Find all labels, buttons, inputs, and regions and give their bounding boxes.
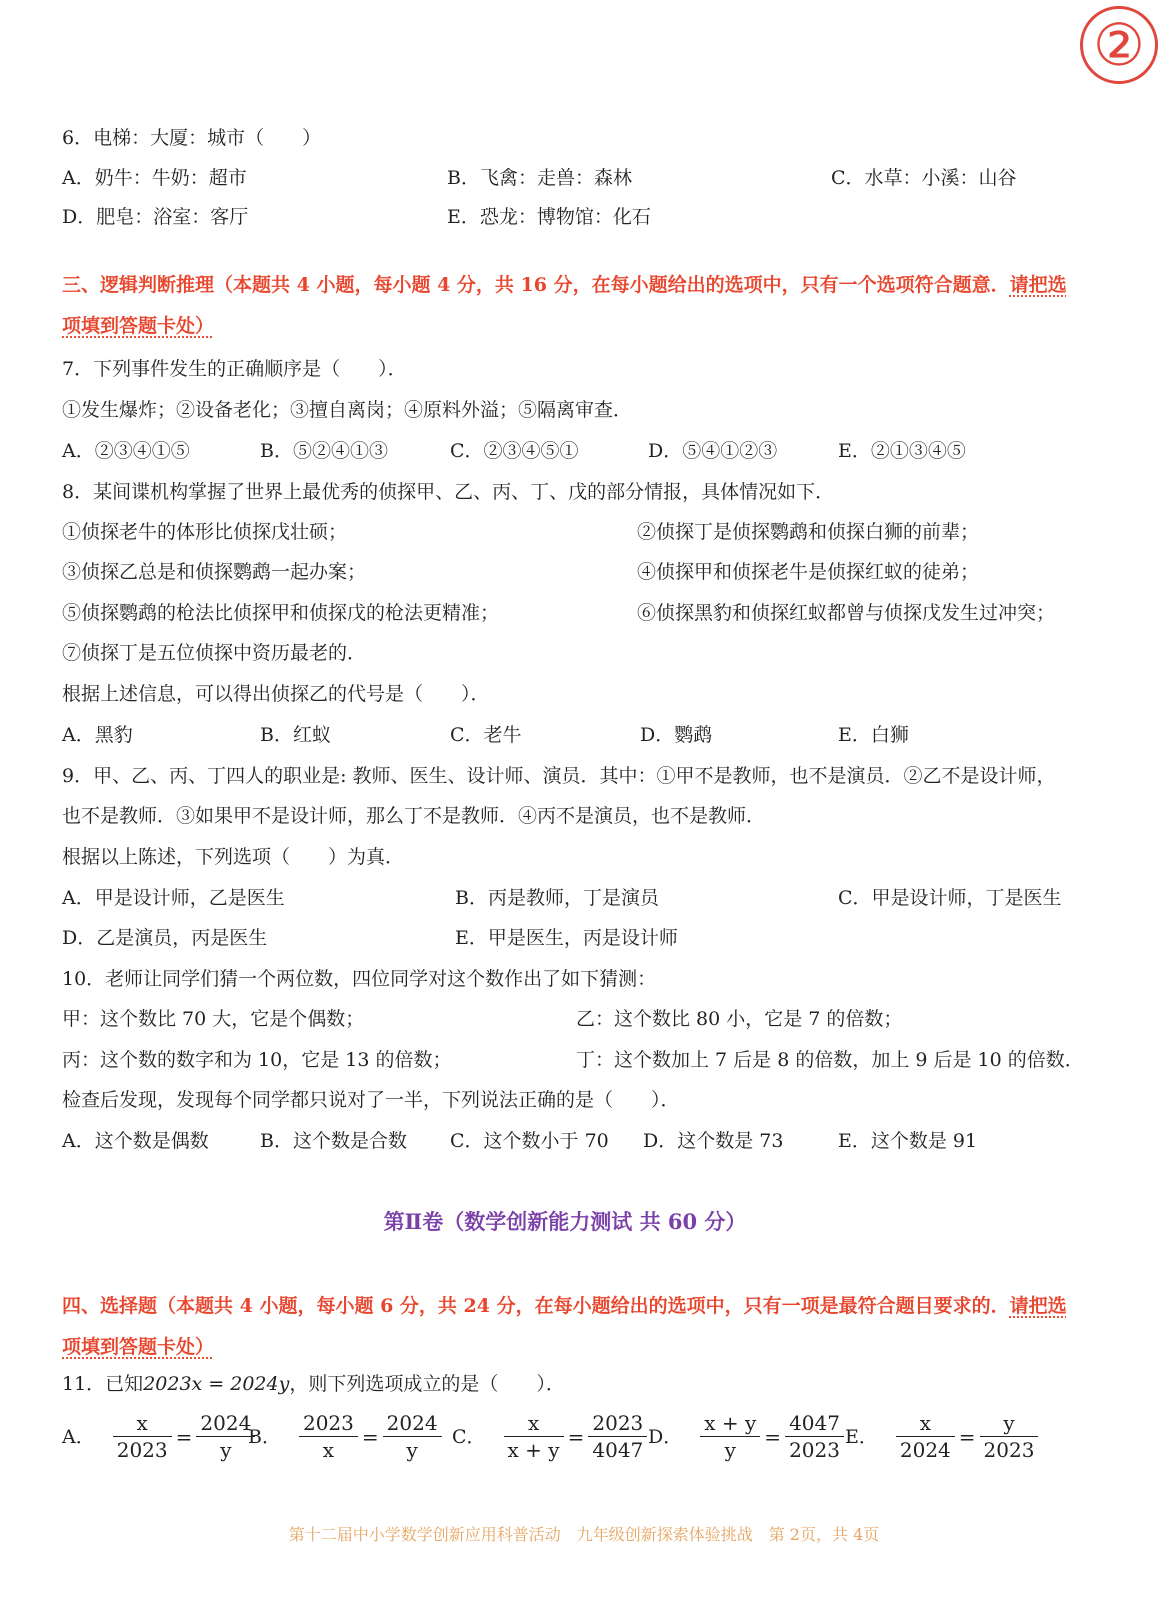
q9-stem-line1: 9．甲、乙、丙、丁四人的职业是: 教师、医生、设计师、演员．其中：①甲不是教师，也不是演员．②乙不是设计师， [62,765,1056,787]
q7-option-b: B．⑤②④①③ [260,440,388,462]
q11-option-c: C． $\frac{x}{x + y}$ = $\frac{2023}{4047}$ [452,1410,647,1463]
q10-option-b: B．这个数是合数 [260,1130,407,1152]
q10-stem: 10．老师让同学们猜一个两位数，四位同学对这个数作出了如下猜测： [62,968,657,990]
q8-option-c: C．老牛 [450,724,522,746]
q8-question: 根据上述信息，可以得出侦探乙的代号是（ ）． [62,683,490,705]
q6-option-a: A．奶牛：牛奶：超市 [62,167,247,189]
q9-stem-line2: 也不是教师．③如果甲不是设计师，那么丁不是教师．④丙不是演员，也不是教师． [62,805,766,827]
q10-option-c: C．这个数小于 70 [450,1130,609,1152]
q6-option-b: B．飞禽：走兽：森林 [447,167,632,189]
q8-clue-1: ①侦探老牛的体形比侦探戊壮硕； [62,521,348,543]
q8-option-a: A．黑豹 [62,724,133,746]
section3-heading-line1: 三、逻辑判断推理（本题共 4 小题，每小题 4 分，共 16 分，在每小题给出的选项中，只有一个选项符合题意．请把选 [62,274,1067,296]
q8-clue-2: ②侦探丁是侦探鹦鹉和侦探白狮的前辈； [637,521,980,543]
q8-clue-3: ③侦探乙总是和侦探鹦鹉一起办案； [62,561,367,583]
q10-option-d: D．这个数是 73 [643,1130,784,1152]
part2-title: 第Ⅱ卷（数学创新能力测试 共 60 分） [383,1209,747,1234]
q10-question: 检查后发现，发现每个同学都只说对了一半，下列说法正确的是（ ）． [62,1089,680,1111]
q9-option-c: C．甲是设计师，丁是医生 [838,887,1062,909]
q11-option-b: B． $\frac{2023}{x}$ = $\frac{2024}{y}$ [248,1410,442,1463]
q8-option-d: D．鹦鹉 [640,724,713,746]
q7-option-d: D．⑤④①②③ [648,440,778,462]
q11-option-e: E． $\frac{x}{2024}$ = $\frac{y}{2023}$ [845,1410,1038,1463]
q10-option-e: E．这个数是 91 [838,1130,978,1152]
q9-question: 根据以上陈述，下列选项（ ）为真． [62,846,405,868]
q7-option-c: C．②③④⑤① [450,440,579,462]
q11-option-a: A． $\frac{x}{2023}$ = $\frac{2024}{y}$ [62,1410,255,1463]
q11-stem-equation: 2023x = 2024y [143,1373,290,1395]
q6-option-e: E．恐龙：博物馆：化石 [447,206,651,228]
section4-heading-line1: 四、选择题（本题共 4 小题，每小题 6 分，共 24 分，在每小题给出的选项中，只有一项是最符合题目要求的．请把选 [62,1295,1067,1317]
q6-option-c: C．水草：小溪：山谷 [831,167,1017,189]
q7-stem: 7．下列事件发生的正确顺序是（ ）． [62,358,407,380]
q10-guess-bing: 丙：这个数的数字和为 10，它是 13 的倍数； [62,1049,452,1071]
page-number-mark: ② [1080,6,1158,84]
q10-guess-ding: 丁：这个数加上 7 后是 8 的倍数，加上 9 后是 10 的倍数． [576,1049,1084,1071]
q8-clue-7: ⑦侦探丁是五位侦探中资历最老的． [62,642,367,664]
page-footer: 第十二届中小学数学创新应用科普活动 九年级创新探索体验挑战 第 2页，共 4页 [288,1525,880,1544]
q10-guess-jia: 甲：这个数比 70 大，它是个偶数； [62,1008,365,1030]
q11-stem: 11．已知2023x = 2024y，则下列选项成立的是（ ）． [62,1373,565,1395]
q9-option-b: B．丙是教师，丁是演员 [455,887,659,909]
q7-events: ①发生爆炸；②设备老化；③擅自离岗；④原料外溢；⑤隔离审查． [62,399,633,421]
q8-clue-4: ④侦探甲和侦探老牛是侦探红蚁的徒弟； [637,561,980,583]
section4-heading-line2: 项填到答题卡处） [62,1336,215,1358]
q7-option-e: E．②①③④⑤ [838,440,966,462]
q8-option-b: B．红蚁 [260,724,331,746]
q6-stem: 6．电梯：大厦：城市（ ） [62,127,322,149]
q8-option-e: E．白狮 [838,724,909,746]
q9-option-d: D．乙是演员，丙是医生 [62,927,268,949]
q8-stem: 8．某间谍机构掌握了世界上最优秀的侦探甲、乙、丙、丁、戊的部分情报，具体情况如下． [62,481,835,503]
section3-heading-line2: 项填到答题卡处） [62,315,215,337]
q10-option-a: A．这个数是偶数 [62,1130,209,1152]
q7-option-a: A．②③④①⑤ [62,440,190,462]
q9-option-a: A．甲是设计师，乙是医生 [62,887,285,909]
q6-option-d: D．肥皂：浴室：客厅 [62,206,249,228]
q9-option-e: E．甲是医生，丙是设计师 [455,927,678,949]
q8-clue-5: ⑤侦探鹦鹉的枪法比侦探甲和侦探戊的枪法更精准； [62,602,500,624]
q10-guess-yi: 乙：这个数比 80 小，它是 7 的倍数； [576,1008,903,1030]
q11-option-d: D． $\frac{x + y}{y}$ = $\frac{4047}{2023}$ [648,1410,844,1463]
q8-clue-6: ⑥侦探黑豹和侦探红蚁都曾与侦探戊发生过冲突； [637,602,1056,624]
